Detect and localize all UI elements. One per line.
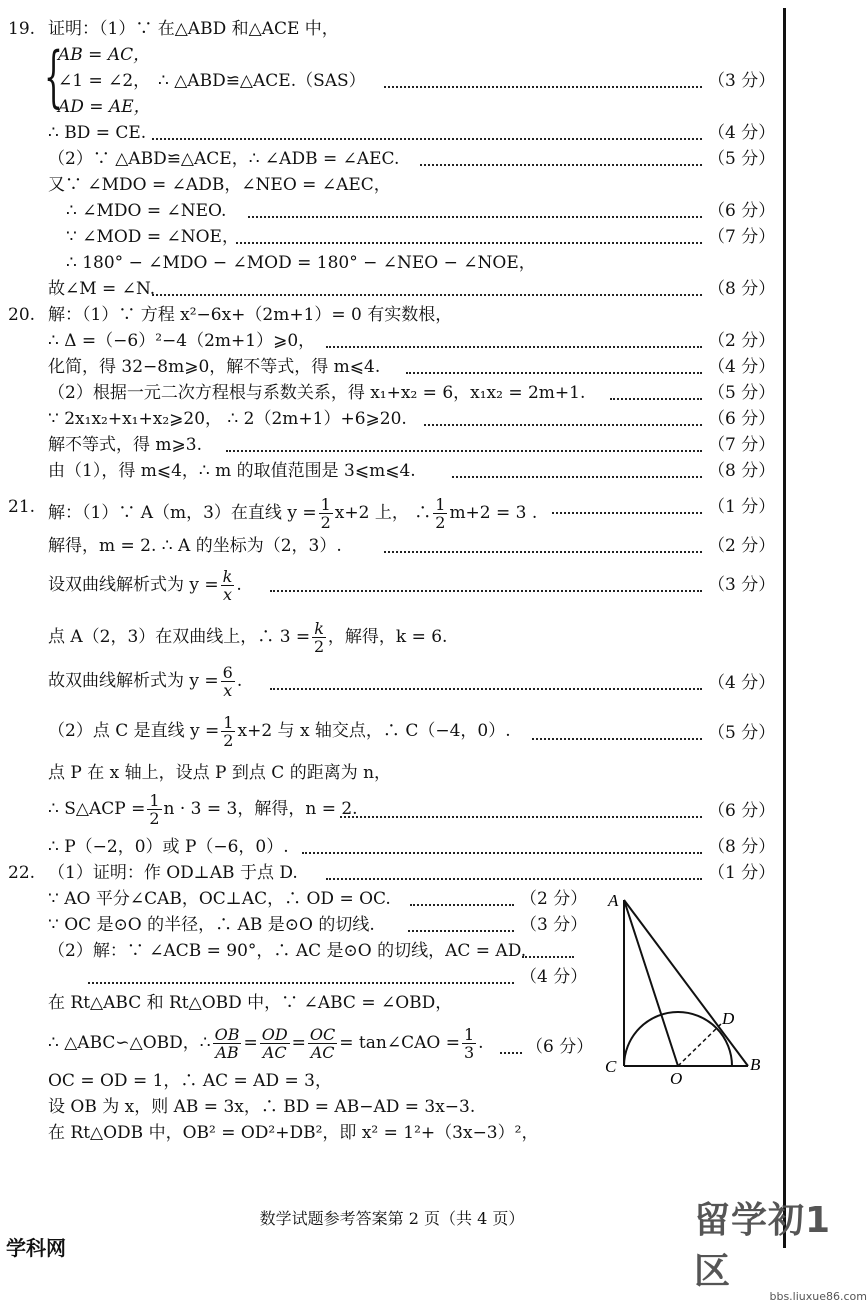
leader-dots <box>552 490 702 514</box>
leader-dots <box>424 402 702 426</box>
fraction-numerator: k <box>222 567 233 586</box>
score-label: （4 分） <box>708 123 776 143</box>
q22-line: 设 OB 为 x，则 AB = 3x，∴ BD = AB−AD = 3x−3. <box>48 1097 476 1117</box>
q21-number: 21. <box>8 497 36 517</box>
q20-line: 解不等式，得 m⩾3. <box>48 435 202 455</box>
score-label: （3 分） <box>708 575 776 595</box>
leader-dots <box>410 882 514 906</box>
fraction-denominator: 2 <box>149 809 160 828</box>
q21-line: ∴ P（−2，0）或 P（−6，0）. <box>48 837 289 857</box>
q22-line: ∵ AO 平分∠CAB，OC⊥AC，∴ OD = OC. <box>48 889 391 909</box>
q21-text: x+2 与 x 轴交点，∴ C（−4，0）. <box>237 721 511 741</box>
score-label: （2 分） <box>708 331 776 351</box>
q19-line: ∴ △ABD≌△ACE.（SAS） <box>158 71 366 91</box>
score-label: （1 分） <box>708 863 776 883</box>
fraction-denominator: AC <box>310 1043 335 1062</box>
fraction-denominator: AB <box>215 1043 239 1062</box>
score-label: （2 分） <box>708 536 776 556</box>
fraction-numerator: 1 <box>223 713 234 732</box>
fraction <box>221 664 235 699</box>
leader-dots <box>326 856 702 880</box>
q20-line: 化简，得 32−8m⩾0，解不等式，得 m⩽4. <box>48 357 381 377</box>
q21-text: . <box>236 575 242 595</box>
fraction-numerator: OD <box>261 1025 288 1044</box>
q22-line: OC = OD = 1，∴ AC = AD = 3， <box>48 1071 332 1091</box>
leader-dots <box>522 934 574 958</box>
q22-line: 在 Rt△ABC 和 Rt△OBD 中，∵ ∠ABC = ∠OBD， <box>48 993 453 1013</box>
score-label: （6 分） <box>526 1037 594 1057</box>
q22-text: = tan∠CAO = <box>339 1033 460 1053</box>
fraction-denominator: AC <box>262 1043 287 1062</box>
q21-line: 点 P 在 x 轴上，设点 P 到点 C 的距离为 n， <box>48 763 392 783</box>
score-label: （8 分） <box>708 279 776 299</box>
geometry-figure <box>600 888 770 1088</box>
leader-dots <box>226 428 702 452</box>
q21-text: ，解得，k = 6. <box>327 627 448 647</box>
segment-od <box>678 1024 721 1066</box>
q20-line: 解：（1）∵ 方程 x²−6x+（2m+1）= 0 有实数根， <box>48 305 453 325</box>
q19-line: ∵ ∠MOD = ∠NOE， <box>66 227 239 247</box>
leader-dots <box>236 220 702 244</box>
watermark-url: bbs.liuxue86.com <box>769 1290 867 1303</box>
segment-ao <box>624 900 678 1066</box>
q22-line: ∴ △ABC∽△OBD，∴ $\frac{OB}{AB}$ = $\frac{OD}{AC}$ = $\frac{OC}{AC}$ = tan∠CAO = $\frac{1}{3}$ . <box>48 1025 484 1062</box>
leader-dots <box>302 830 702 854</box>
label-c: C <box>605 1057 617 1076</box>
fraction-numerator: 1 <box>463 1025 475 1044</box>
fraction <box>308 1026 337 1061</box>
score-label: （6 分） <box>708 801 776 821</box>
score-label: （6 分） <box>708 409 776 429</box>
score-label: （8 分） <box>708 461 776 481</box>
fraction-numerator: 1 <box>149 791 160 810</box>
q21-line <box>48 496 537 531</box>
fraction <box>312 620 326 655</box>
q19-line: ∴ ∠MDO = ∠NEO. <box>66 201 227 221</box>
fraction <box>221 568 235 603</box>
q22-text: . <box>478 1033 484 1053</box>
leader-dots <box>270 666 702 690</box>
q21-line <box>48 620 447 655</box>
score-label: （2 分） <box>520 889 588 909</box>
fraction-denominator: 2 <box>313 637 325 656</box>
q21-line <box>48 568 242 603</box>
fraction-denominator: 2 <box>320 513 331 532</box>
fraction-denominator: 3 <box>463 1043 475 1062</box>
fraction-denominator: x <box>223 681 233 700</box>
q22-text: ∴ △ABC∽△OBD，∴ <box>48 1033 211 1053</box>
leader-dots <box>88 960 514 984</box>
q21-text: （2）点 C 是直线 y = <box>48 721 220 741</box>
fraction-numerator: 1 <box>435 495 446 514</box>
page-footer: 数学试题参考答案第 2 页（共 4 页） <box>259 1209 525 1228</box>
leader-dots <box>326 324 702 348</box>
q19-line: 故∠M = ∠N. <box>48 279 156 299</box>
q22-line: 在 Rt△ODB 中，OB² = OD²+DB²，即 x² = 1²+（3x−3）²， <box>48 1123 539 1143</box>
q21-text: x+2 上， ∴ <box>334 503 432 523</box>
leader-dots <box>152 116 702 140</box>
fraction-numerator: k <box>314 619 324 638</box>
score-label: （4 分） <box>520 967 588 987</box>
q19-system-line: AB = AC， <box>58 45 151 65</box>
fraction-numerator: 1 <box>320 495 331 514</box>
leader-dots <box>340 794 702 818</box>
label-b: B <box>750 1055 761 1074</box>
fraction-denominator: 2 <box>435 513 446 532</box>
leader-dots <box>532 716 702 740</box>
score-label: （3 分） <box>708 71 776 91</box>
leader-dots <box>406 350 702 374</box>
leader-dots <box>452 454 702 478</box>
q21-text: 点 A（2，3）在双曲线上，∴ 3 = <box>48 627 311 647</box>
score-label: （5 分） <box>708 149 776 169</box>
q20-line: ∴ Δ =（−6）²−4（2m+1）⩾0， <box>48 331 316 351</box>
q22-line: （2）解：∵ ∠ACB = 90°，∴ AC 是⊙O 的切线，AC = AD. <box>48 941 527 961</box>
fraction <box>221 714 235 749</box>
q21-text: 设双曲线解析式为 y = <box>48 575 219 595</box>
leader-dots <box>420 142 702 166</box>
label-d: D <box>722 1009 735 1028</box>
watermark-text: 留学初1区 <box>694 1200 832 1292</box>
leader-dots <box>248 194 702 218</box>
score-label: （5 分） <box>708 383 776 403</box>
leader-dots <box>408 908 514 932</box>
segment-ab <box>624 900 748 1066</box>
q21-text: 故双曲线解析式为 y = <box>48 671 219 691</box>
label-a: A <box>608 891 619 910</box>
leader-dots <box>384 64 702 88</box>
q20-line: ∵ 2x₁x₂+x₁+x₂⩾20， ∴ 2（2m+1）+6⩾20. <box>48 409 407 429</box>
q22-number: 22. <box>8 863 36 883</box>
score-label: （8 分） <box>708 837 776 857</box>
score-label: （6 分） <box>708 201 776 221</box>
q19-number: 19. <box>8 19 36 39</box>
fraction-numerator: OB <box>214 1025 240 1044</box>
score-label: （7 分） <box>708 435 776 455</box>
q21-line <box>48 664 242 699</box>
semicircle <box>624 1012 732 1066</box>
q22-line: （1）证明：作 OD⊥AB 于点 D. <box>48 863 298 883</box>
q19-system-line: AD = AE， <box>58 97 151 117</box>
fraction-numerator: OC <box>309 1025 336 1044</box>
fraction-denominator: 2 <box>223 731 234 750</box>
fraction <box>319 496 333 531</box>
leader-dots <box>384 529 702 553</box>
fraction <box>433 496 447 531</box>
q19-line: ∴ BD = CE. <box>48 123 147 143</box>
fraction-denominator: x <box>222 585 233 604</box>
q22-line: ∵ OC 是⊙O 的半径，∴ AB 是⊙O 的切线. <box>48 915 375 935</box>
leader-dots <box>610 376 702 400</box>
fraction <box>213 1026 242 1061</box>
leader-dots <box>152 272 702 296</box>
label-o: O <box>670 1069 683 1088</box>
score-label: （1 分） <box>708 497 776 517</box>
q21-text: n · 3 = 3，解得，n = 2. <box>163 799 358 819</box>
q21-line: 解得，m = 2. ∴ A 的坐标为（2，3）. <box>48 536 342 556</box>
score-label: （5 分） <box>708 723 776 743</box>
q19-system-line: ∠1 = ∠2， <box>58 71 151 91</box>
q21-line <box>48 714 511 749</box>
score-label: （7 分） <box>708 227 776 247</box>
score-label: （4 分） <box>708 673 776 693</box>
q19-line: （2）∵ △ABD≌△ACE，∴ ∠ADB = ∠AEC. <box>48 149 400 169</box>
q19-line: 证明：（1）∵ 在△ABD 和△ACE 中， <box>48 19 339 39</box>
q21-text: 解：（1）∵ A（m，3）在直线 y = <box>48 503 317 523</box>
fraction <box>147 792 161 827</box>
q20-line: 由（1），得 m⩽4，∴ m 的取值范围是 3⩽m⩽4. <box>48 461 416 481</box>
system-brace: { <box>44 38 63 115</box>
q21-line <box>48 792 358 827</box>
score-label: （3 分） <box>520 915 588 935</box>
q20-number: 20. <box>8 305 36 325</box>
logo: 学科网 <box>6 1236 66 1260</box>
q21-text: m+2 = 3 . <box>449 503 538 523</box>
fraction-numerator: 6 <box>222 663 233 682</box>
q21-text: . <box>236 671 243 691</box>
q19-line: ∴ 180° − ∠MDO − ∠MOD = 180° − ∠NEO − ∠NOE， <box>66 253 536 273</box>
fraction <box>462 1026 476 1061</box>
q21-text: ∴ S△ACP = <box>48 799 146 819</box>
page-margin-rule <box>783 8 786 1248</box>
leader-dots <box>270 568 702 592</box>
leader-dots <box>500 1030 522 1054</box>
q19-line: 又∵ ∠MDO = ∠ADB，∠NEO = ∠AEC， <box>48 175 391 195</box>
score-label: （4 分） <box>708 357 776 377</box>
q20-line: （2）根据一元二次方程根与系数关系，得 x₁+x₂ = 6，x₁x₂ = 2m+1. <box>48 383 586 403</box>
fraction <box>260 1026 290 1061</box>
